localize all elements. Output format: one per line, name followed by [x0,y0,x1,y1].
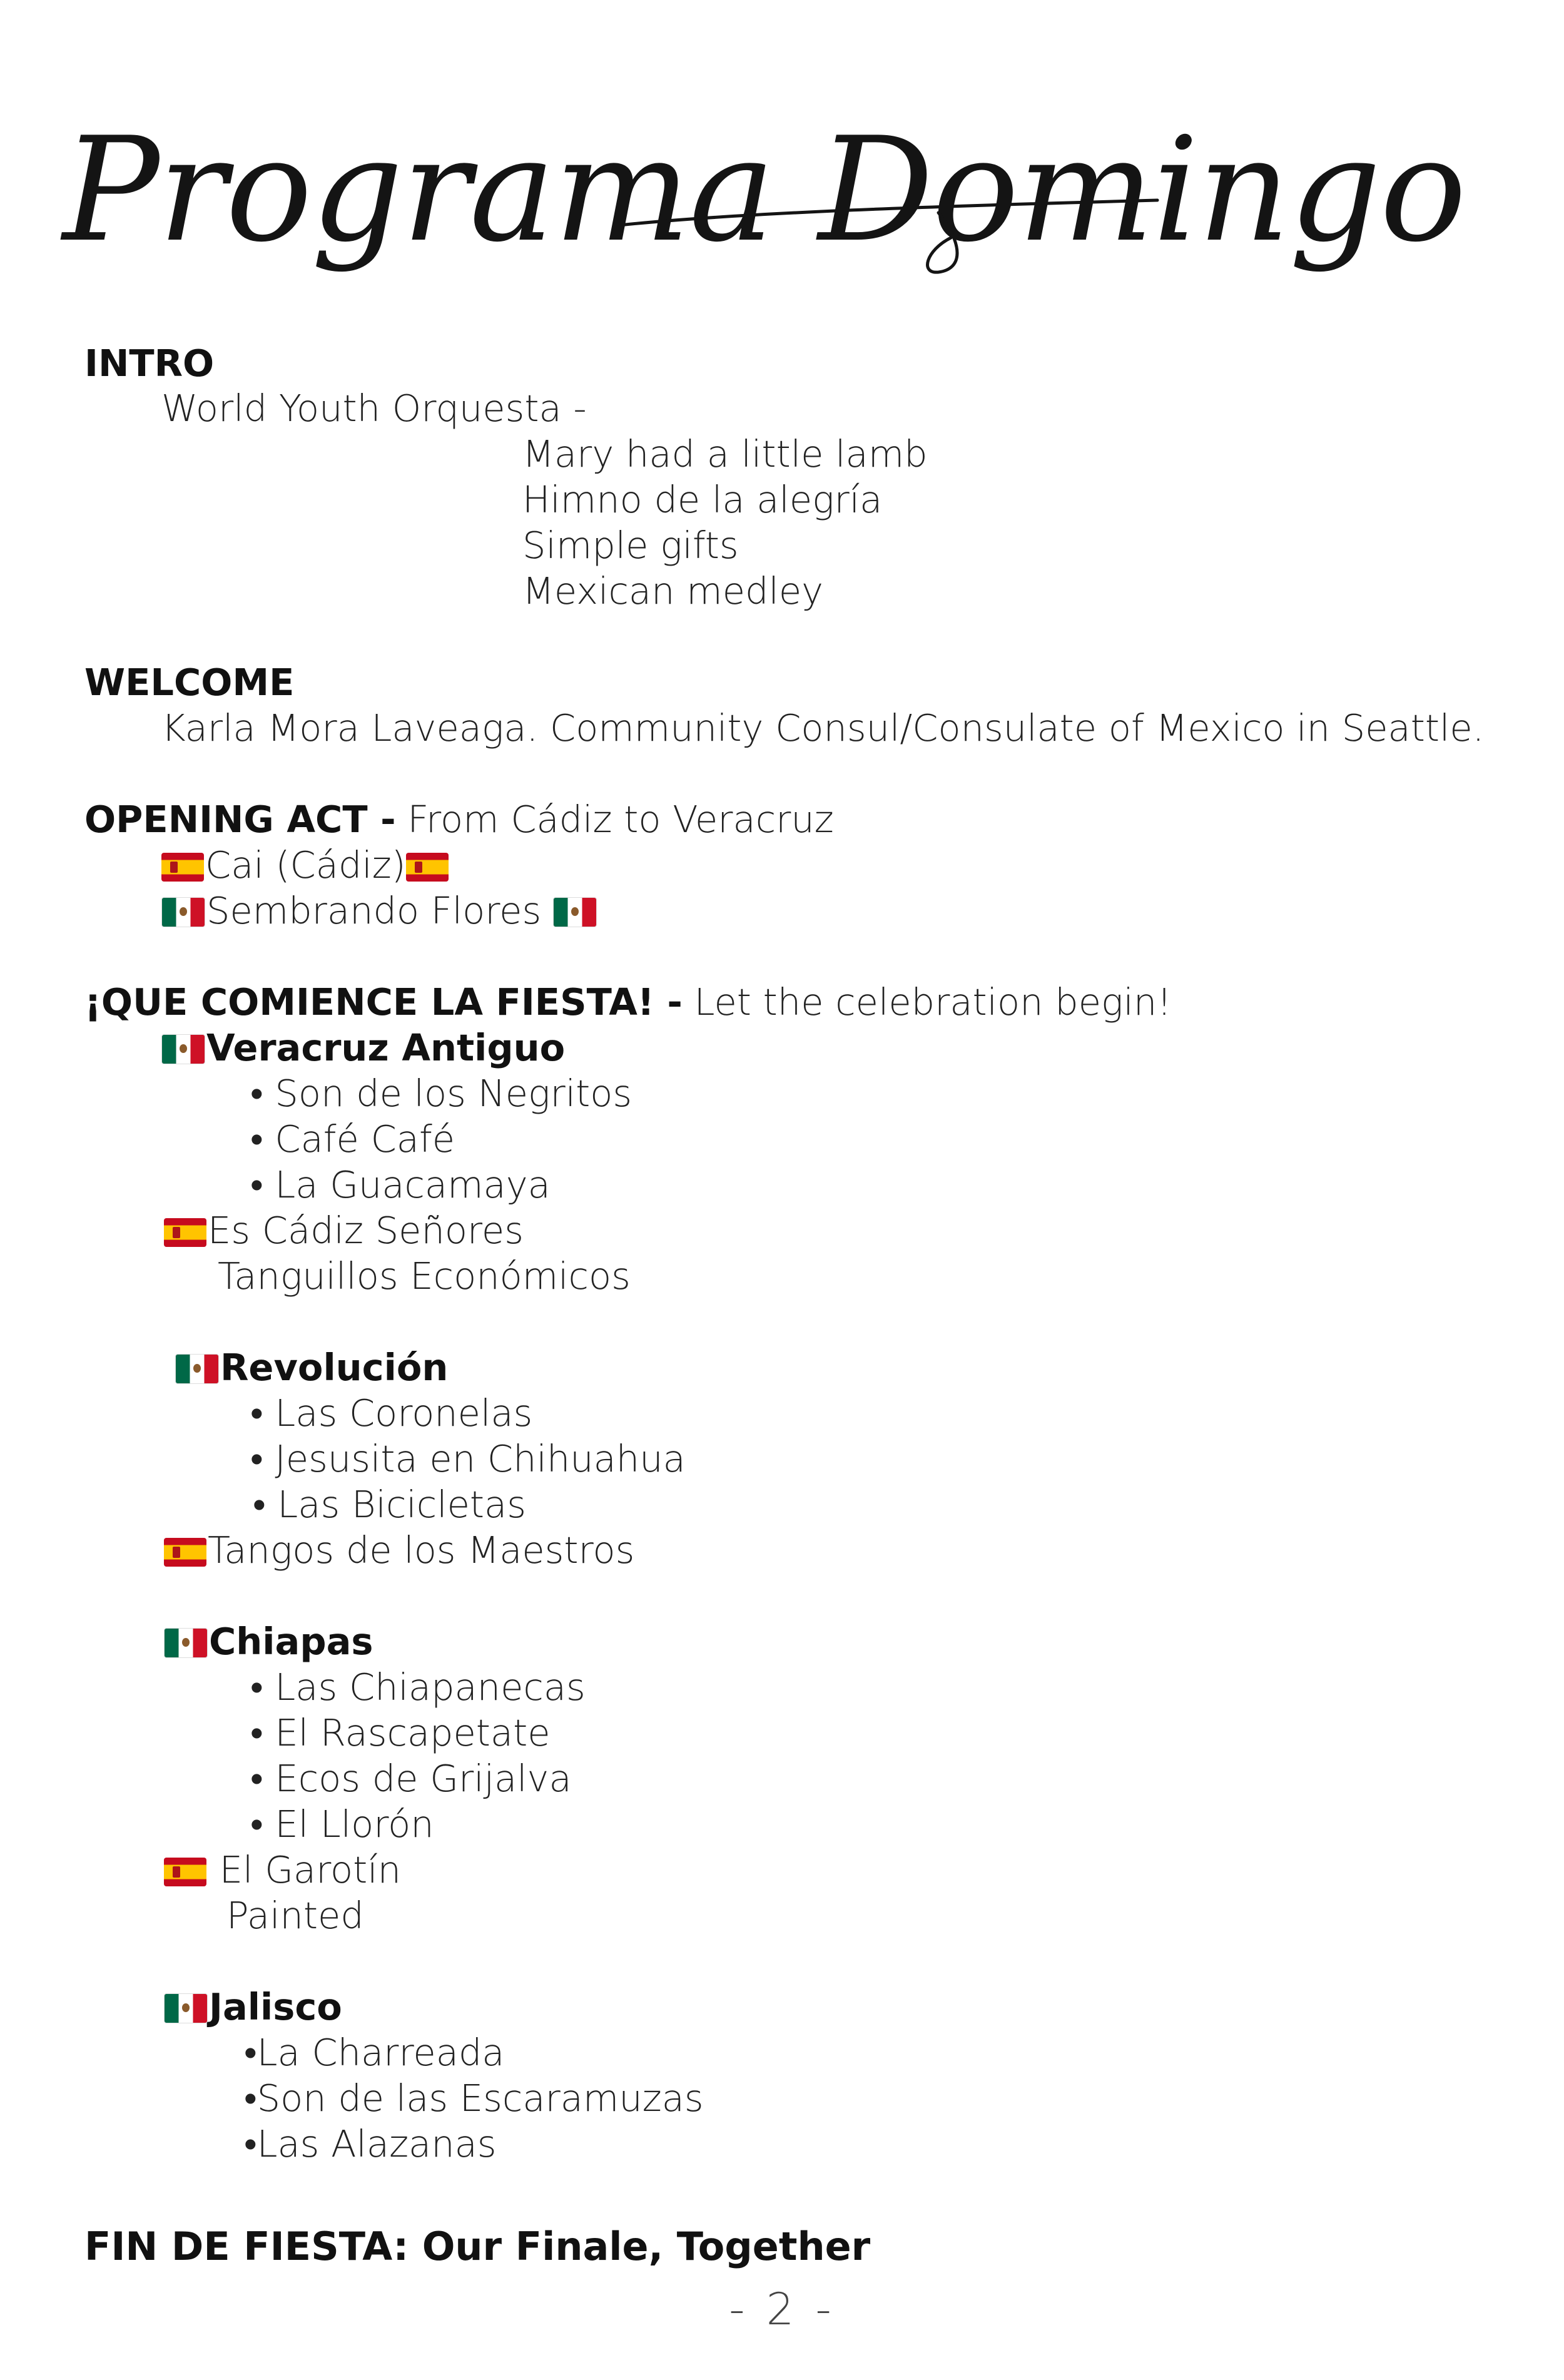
section-tangos [164,1528,634,1573]
spain-flag-icon [164,1858,206,1886]
opening-item [161,888,598,933]
mexico-flag-icon [553,897,597,927]
opening-item-label: Cai (Cádiz) [205,843,406,887]
song-title: Las Chiapanecas [275,1665,586,1709]
section-garotin [164,1848,401,1893]
section-revolucion [175,1345,448,1390]
song-title: Las Coronelas [275,1391,533,1435]
section-title: Es Cádiz Señores [208,1209,524,1252]
mexico-flag-icon [161,897,205,927]
song-title: El Llorón [275,1803,434,1846]
song-title: Café Café [275,1117,455,1161]
song-title: Las Bicicletas [277,1483,526,1526]
intro-piece: Simple gifts [522,524,739,567]
spain-flag-icon [406,853,449,882]
song-item: • El Rascapetate [250,1711,551,1754]
song-title: La Charreada [256,2031,505,2074]
song-item: • Las Chiapanecas [250,1665,586,1709]
section-title: Jalisco [209,1985,342,2028]
opening-item-label: Sembrando Flores [206,889,542,932]
section-title: Tangos de los Maestros [208,1528,635,1572]
song-item: •Las Alazanas [244,2122,497,2165]
song-title: El Rascapetate [275,1711,551,1754]
welcome-heading: WELCOME [84,661,295,704]
section-veracruz [161,1025,565,1070]
song-item: • Jesusita en Chihuahua [250,1437,686,1480]
section-title: Chiapas [209,1620,373,1663]
spain-flag-icon [164,1218,206,1247]
section-chiapas [164,1619,373,1664]
section-jalisco [164,1985,342,2030]
fiesta-heading: ¡QUE COMIENCE LA FIESTA! - [84,980,683,1024]
section-cadiz-sub: Tanguillos Económicos [218,1254,631,1298]
song-item: • Las Bicicletas [253,1483,526,1526]
song-item: • Son de los Negritos [250,1072,632,1115]
song-item: •La Charreada [244,2031,505,2074]
song-title: La Guacamaya [275,1163,551,1206]
section-title: Veracruz Antiguo [206,1026,566,1069]
song-title: Son de los Negritos [275,1072,632,1115]
song-title: Ecos de Grijalva [275,1757,572,1800]
mexico-flag-icon [164,1993,208,2023]
song-title: Las Alazanas [256,2122,497,2165]
mexico-flag-icon [161,1034,205,1064]
opening-line [84,797,834,842]
intro-performer: World Youth Orquesta - [161,387,587,430]
intro-heading: INTRO [84,342,215,385]
page-title: Programa Domingo [63,107,1466,274]
song-title: Son de las Escaramuzas [256,2077,704,2120]
song-item: • Café Café [250,1117,455,1161]
fiesta-line [84,980,1172,1025]
opening-heading: OPENING ACT - [84,798,396,841]
intro-piece: Himno de la alegría [522,478,883,521]
song-item: • El Llorón [250,1803,434,1846]
section-cadiz [164,1208,524,1253]
mexico-flag-icon [175,1354,219,1384]
section-garotin-sub: Painted [226,1894,364,1937]
section-title: El Garotín [219,1848,402,1891]
opening-item [161,843,450,888]
title-swash-decoration [613,188,1164,275]
finale-heading: FIN DE FIESTA: Our Finale, Together [84,2224,871,2269]
section-title: Revolución [220,1346,449,1389]
song-title: Jesusita en Chihuahua [275,1437,686,1480]
intro-piece: Mexican medley [522,569,824,613]
opening-subtitle: From Cádiz to Veracruz [407,798,834,841]
intro-piece: Mary had a little lamb [522,432,928,475]
song-item: • Las Coronelas [250,1391,533,1435]
spain-flag-icon [164,1538,206,1567]
song-item: •Son de las Escaramuzas [244,2077,704,2120]
fiesta-subtitle: Let the celebration begin! [694,980,1172,1024]
mexico-flag-icon [164,1628,208,1658]
song-item: • Ecos de Grijalva [250,1757,572,1800]
welcome-text: Karla Mora Laveaga. Community Consul/Consulate of Mexico in Seattle. [161,706,1485,750]
page-number: - 2 - [729,2284,835,2335]
song-item: • La Guacamaya [250,1163,551,1206]
spain-flag-icon [161,853,204,882]
